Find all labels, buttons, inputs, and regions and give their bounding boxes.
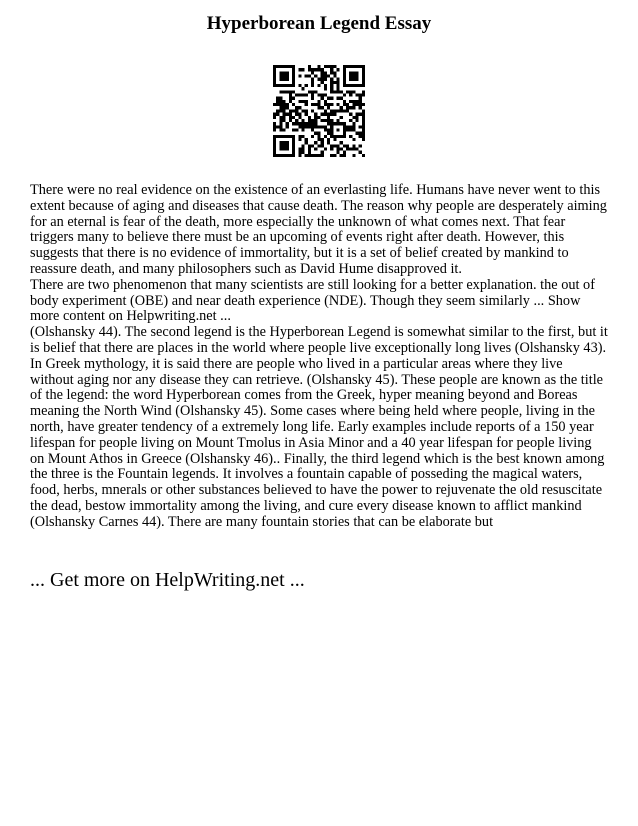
qr-code-icon xyxy=(273,65,365,157)
essay-body xyxy=(30,183,608,531)
document-title: Hyperborean Legend Essay xyxy=(206,13,432,34)
essay-paragraph-1: There were no real evidence on the existence of an everlasting life. Humans have never went to this extent because of aging and diseases that cause death. The reason why people are desperately aiming for an eternal is fear of the death, more especially the unknown of what comes next. That fear triggers many to believe there must be an upcoming of events right after death. However, this suggests that there is no evidence of immortality, but it is a set of belief created by mankind to reassure death, and many philosophers such as David Hume disapproved it. xyxy=(30,182,607,277)
get-more-link[interactable]: ... Get more on HelpWriting.net ... xyxy=(30,569,305,591)
essay-paragraph-3: (Olshansky 44). The second legend is the Hyperborean Legend is somewhat similar to the first, but it is belief that there are places in the world where people live exceptionally long lives (Olshansky 43). In Greek mythology, it is said there are people who lived in a particular areas where they live without aging nor any disease they can retrieve. (Olshansky 45). These people are known as the title of the legend: the word Hyperborean comes from the Greek, hyper meaning beyond and Boreas meaning the North Wind (Olshansky 45). Some cases where being held where people, living in the north, have greater tendency of a extremely long life. Early examples include reports of a 150 year lifespan for people living on Mount Tmolus in Asia Minor and a 40 year lifespan for people living on Mount Athos in Greece (Olshansky 46).. Finally, the third legend which is the best known among the three is the Fountain legends. It involves a fountain capable of posseding the magical waters, food, herbs, mnerals or other substances believed to have the power to rejuvenate the old resuscitate the dead, bestow immortality among the living, and cure every disease known to afflict mankind (Olshansky Carnes 44). There are many fountain stories that can be elaborate but xyxy=(30,324,608,530)
essay-paragraph-2: There are two phenomenon that many scientists are still looking for a better explanation. the out of body experiment (OBE) and near death experience (NDE). Though they seem similarly ... Show more content on Helpwriting.net ... xyxy=(30,276,595,325)
